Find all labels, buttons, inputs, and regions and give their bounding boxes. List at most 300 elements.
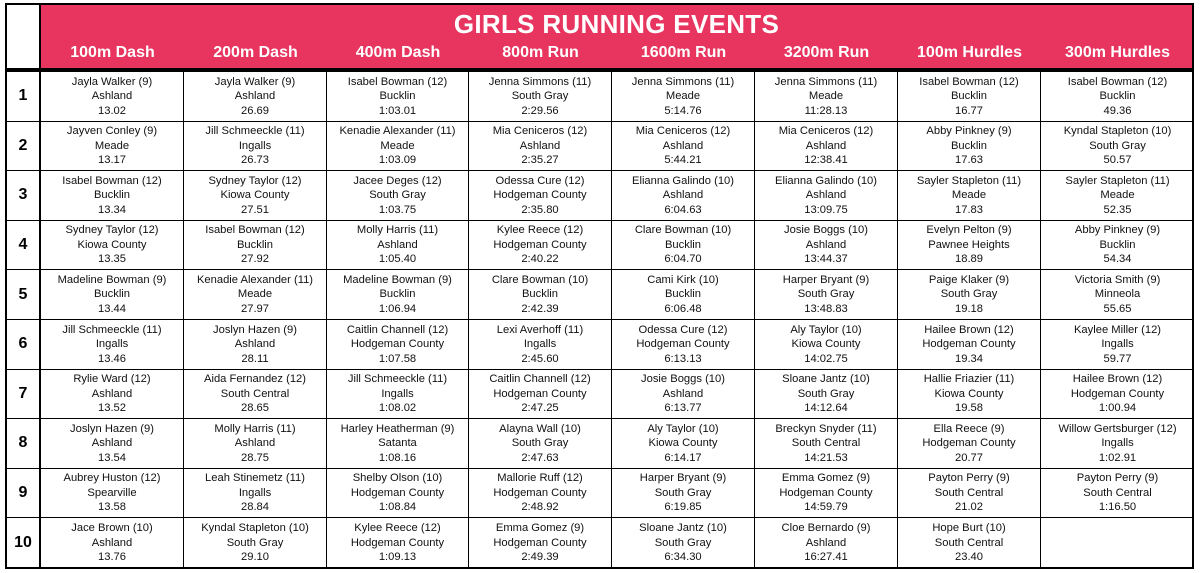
result-cell [612,270,755,320]
result-cell [327,171,469,221]
athlete-school: Kiowa County [220,189,290,202]
result-cell [41,320,184,370]
athlete-mark: 14:21.53 [804,451,848,464]
result-cell [898,72,1041,122]
athlete-name: Victoria Smith (9) [1074,273,1161,286]
athlete-mark: 29.10 [241,551,269,564]
place-label: 6 [7,320,41,370]
athlete-school: Spearville [87,486,137,499]
result-cell [1041,518,1194,568]
athlete-school: Bucklin [93,288,131,301]
athlete-mark: 5:44.21 [664,154,702,167]
result-cell [755,419,898,469]
athlete-mark: 19.34 [955,352,983,365]
athlete-mark: 2:40.22 [521,253,559,266]
athlete-name: Aubrey Huston (12) [63,472,161,485]
athlete-mark: 14:02.75 [804,352,848,365]
result-cell [327,320,469,370]
athlete-name: Jenna Simmons (11) [631,75,735,88]
athlete-mark: 55.65 [1103,302,1132,315]
athlete-school: Ashland [91,437,133,450]
athlete-school: Bucklin [1099,90,1136,103]
athlete-mark: 28.65 [241,402,269,415]
athlete-name: Harley Heatherman (9) [340,422,455,435]
result-cell [755,270,898,320]
athlete-name: Abby Pinkney (9) [1074,224,1161,237]
athlete-name: Sydney Taylor (12) [208,174,302,187]
event-header-2: 200m Dash [213,44,298,61]
athlete-mark: 2:49.39 [521,551,559,564]
athlete-mark: 1:09.13 [378,551,417,564]
athlete-name: Caitlin Channell (12) [346,323,449,336]
result-cell [1041,72,1194,122]
athlete-name: Jacee Deges (12) [353,174,442,187]
athlete-name: Odessa Cure (12) [638,323,728,336]
result-cell [327,518,469,568]
event-header-6: 3200m Run [783,44,870,61]
result-cell [898,221,1041,271]
athlete-school: Ashland [234,90,276,103]
athlete-school: Minneola [1094,288,1141,301]
athlete-name: Odessa Cure (12) [495,174,585,187]
athlete-school: South Central [791,437,861,450]
athlete-mark: 28.84 [241,501,269,514]
athlete-name: Emma Gomez (9) [495,522,585,535]
athlete-mark: 6:34.30 [664,551,702,564]
athlete-mark: 28.75 [241,451,269,464]
athlete-mark: 18.89 [955,253,983,266]
athlete-name: Sydney Taylor (12) [65,224,159,237]
athlete-mark: 1:03.75 [378,203,417,216]
athlete-mark: 13.02 [98,104,126,117]
athlete-school: South Central [934,486,1004,499]
athlete-name: Evelyn Pelton (9) [926,224,1012,237]
athlete-school: South Gray [797,288,855,301]
athlete-school: South Gray [226,536,284,549]
header-banner [41,5,1192,68]
athlete-name: Paige Klaker (9) [928,273,1010,286]
result-cell [327,72,469,122]
athlete-mark: 6:19.85 [664,501,702,514]
athlete-mark: 6:06.48 [664,302,702,315]
athlete-mark: 2:48.92 [521,501,559,514]
athlete-name: Mia Ceniceros (12) [635,125,731,138]
athlete-school: Bucklin [93,189,131,202]
athlete-name: Ella Reece (9) [933,422,1005,435]
athlete-mark: 1:07.58 [378,352,417,365]
athlete-school: Kiowa County [648,437,718,450]
result-cell [327,370,469,420]
athlete-name: Alayna Wall (10) [499,422,581,435]
place-label: 4 [7,221,41,271]
athlete-mark: 27.97 [241,302,269,315]
result-cell [612,320,755,370]
athlete-school: Meade [808,90,844,103]
athlete-mark: 16:27.41 [804,551,848,564]
athlete-mark: 20.77 [955,451,983,464]
result-cell [1041,320,1194,370]
athlete-name: Rylie Ward (12) [73,373,151,386]
athlete-name: Aida Fernandez (12) [204,373,306,386]
result-cell [755,221,898,271]
athlete-mark: 17.83 [955,203,983,216]
result-cell [41,270,184,320]
result-cell [41,221,184,271]
result-cell [755,72,898,122]
athlete-mark: 52.35 [1103,203,1132,216]
result-cell [755,370,898,420]
event-header-5: 1600m Run [640,44,727,61]
athlete-mark: 5:14.76 [664,104,702,117]
athlete-mark: 19.58 [955,402,983,415]
place-label: 8 [7,419,41,469]
athlete-name: Kenadie Alexander (11) [339,125,456,138]
result-cell [327,419,469,469]
athlete-mark: 2:35.80 [521,203,559,216]
athlete-name: Mia Ceniceros (12) [778,125,874,138]
result-cell [612,469,755,519]
athlete-name: Jace Brown (10) [71,522,153,535]
athlete-name: Abby Pinkney (9) [926,125,1012,138]
athlete-name: Isabel Bowman (12) [205,224,305,237]
athlete-mark: 28.11 [241,352,269,365]
athlete-mark: 13.52 [98,402,126,415]
athlete-mark: 14:12.64 [804,402,848,415]
athlete-name: Jenna Simmons (11) [488,75,592,88]
athlete-name: Sloane Jantz (10) [782,373,870,386]
place-label: 5 [7,270,41,320]
athlete-mark: 1:08.16 [378,451,417,464]
athlete-name: Hallie Friazier (11) [923,373,1015,386]
athlete-school: South Gray [654,486,712,499]
athlete-mark: 49.36 [1103,104,1132,117]
athlete-school: Ashland [805,189,847,202]
athlete-name: Payton Perry (9) [928,472,1010,485]
athlete-name: Kyndal Stapleton (10) [1063,125,1172,138]
athlete-school: South Gray [511,90,569,103]
athlete-name: Kylee Reece (12) [496,224,584,237]
result-cell [755,469,898,519]
place-label: 3 [7,171,41,221]
athlete-mark: 2:42.39 [521,302,559,315]
result-cell [755,320,898,370]
athlete-name: Josie Boggs (10) [641,373,725,386]
athlete-school: South Gray [1089,139,1146,152]
result-cell [41,122,184,172]
athlete-mark: 2:45.60 [521,352,559,365]
athlete-school: South Central [220,387,290,400]
athlete-school: Meade [665,90,701,103]
result-cell [1041,221,1194,271]
athlete-name: Hailee Brown (12) [1072,373,1163,386]
result-cell [184,171,327,221]
athlete-school: Hodgeman County [350,536,445,549]
result-cell [898,270,1041,320]
athlete-mark: 21.02 [955,501,983,514]
athlete-school: South Gray [511,437,569,450]
athlete-name: Willow Gertsburger (12) [1058,422,1177,435]
result-cell [41,370,184,420]
result-cell [184,270,327,320]
athlete-school: Bucklin [664,238,702,251]
athlete-name: Elianna Galindo (10) [632,174,734,187]
athlete-mark: 13:44.37 [804,253,848,266]
athlete-mark: 6:04.70 [664,253,702,266]
result-cell [469,419,612,469]
athlete-mark: 17.63 [955,154,983,167]
athlete-name: Jenna Simmons (11) [774,75,878,88]
athlete-mark: 1:03.09 [378,154,417,167]
athlete-school: South Gray [369,189,426,202]
result-cell [184,122,327,172]
athlete-mark: 27.92 [241,253,269,266]
athlete-name: Jayla Walker (9) [214,75,296,88]
result-cell [469,469,612,519]
athlete-school: Hodgeman County [1070,387,1165,400]
event-header-3: 400m Dash [355,44,441,61]
result-cell [327,122,469,172]
athlete-name: Hope Burt (10) [932,522,1006,535]
result-cell [327,221,469,271]
athlete-name: Jayla Walker (9) [71,75,153,88]
athlete-mark: 50.57 [1103,154,1132,167]
athlete-mark: 2:35.27 [521,154,559,167]
athlete-mark: 27.51 [241,203,269,216]
result-cell [469,518,612,568]
athlete-mark: 6:14.17 [664,451,702,464]
athlete-school: Ashland [662,139,704,152]
athlete-school: South Gray [797,387,855,400]
athlete-name: Jill Schmeeckle (11) [205,125,305,138]
athlete-school: Ashland [805,238,847,251]
result-cell [755,518,898,568]
result-cell [327,270,469,320]
athlete-school: Ashland [662,189,704,202]
athlete-name: Jayven Conley (9) [66,125,158,138]
place-label: 10 [7,518,41,568]
athlete-school: South Gray [940,288,998,301]
athlete-name: Isabel Bowman (12) [1067,75,1168,88]
result-cell [469,122,612,172]
athlete-name: Aly Taylor (10) [790,323,862,336]
athlete-school: Meade [237,288,273,301]
athlete-name: Molly Harris (11) [214,422,296,435]
result-cell [41,171,184,221]
athlete-school: Hodgeman County [350,486,445,499]
athlete-name: Aly Taylor (10) [647,422,719,435]
athlete-name: Leah Stinemetz (11) [205,472,305,485]
result-cell [469,270,612,320]
athlete-school: Ashland [91,90,133,103]
athlete-school: Hodgeman County [493,189,587,202]
athlete-school: Hodgeman County [493,486,587,499]
result-cell [41,72,184,122]
result-cell [612,72,755,122]
athlete-name: Joslyn Hazen (9) [70,422,154,435]
result-cell [469,221,612,271]
athlete-school: Satanta [378,437,417,450]
athlete-name: Kenadie Alexander (11) [196,273,314,286]
athlete-school: Ashland [91,387,133,400]
athlete-name: Sayler Stapleton (11) [916,174,1022,187]
athlete-school: Ashland [234,338,276,351]
athlete-school: Ingalls [523,338,557,351]
athlete-name: Harper Bryant (9) [639,472,727,485]
athlete-name: Emma Gomez (9) [781,472,871,485]
athlete-name: Shelby Olson (10) [352,472,443,485]
athlete-school: Ingalls [95,338,129,351]
result-cell [612,171,755,221]
athlete-school: Hodgeman County [350,338,445,351]
athlete-mark: 16.77 [955,104,983,117]
result-cell [469,72,612,122]
athlete-school: Ashland [662,387,704,400]
athlete-name: Mallorie Ruff (12) [497,472,583,485]
page-title: GIRLS RUNNING EVENTS [453,9,780,39]
result-cell [612,122,755,172]
athlete-school: Hodgeman County [636,338,730,351]
result-cell [1041,419,1194,469]
athlete-school: Ashland [805,139,847,152]
athlete-school: Hodgeman County [493,536,587,549]
athlete-school: Bucklin [1099,238,1136,251]
result-cell [469,370,612,420]
result-cell [469,171,612,221]
athlete-school: Kiowa County [934,387,1004,400]
athlete-name: Mia Ceniceros (12) [492,125,588,138]
athlete-school: South Central [934,536,1004,549]
athlete-mark: 13:09.75 [804,203,848,216]
athlete-name: Caitlin Channell (12) [489,373,591,386]
athlete-mark: 1:16.50 [1098,501,1137,514]
athlete-mark: 6:13.77 [664,402,702,415]
athlete-school: Hodgeman County [922,437,1016,450]
result-cell [1041,370,1194,420]
result-cell [184,518,327,568]
result-cell [612,370,755,420]
athlete-name: Lexi Averhoff (11) [496,323,584,336]
athlete-mark: 1:08.02 [378,402,417,415]
athlete-school: Ashland [519,139,561,152]
athlete-mark: 13.34 [98,203,126,216]
results-grid [7,72,1192,567]
event-header-row [41,41,1192,68]
athlete-school: Ashland [377,238,418,251]
athlete-name: Kaylee Miller (12) [1073,323,1162,336]
athlete-school: South Gray [654,536,712,549]
athlete-school: Hodgeman County [922,338,1016,351]
athlete-mark: 1:08.84 [378,501,417,514]
athlete-mark: 6:04.63 [664,203,702,216]
athlete-name: Clare Bowman (10) [491,273,589,286]
athlete-name: Harper Bryant (9) [782,273,870,286]
result-cell [184,419,327,469]
athlete-mark: 2:47.63 [521,451,559,464]
place-label: 7 [7,370,41,420]
place-label: 1 [7,72,41,122]
result-cell [612,419,755,469]
result-cell [184,221,327,271]
athlete-school: Ashland [91,536,133,549]
athlete-mark: 13.76 [98,551,126,564]
event-header-4: 800m Run [502,44,579,61]
results-sheet [5,3,1194,569]
athlete-name: Elianna Galindo (10) [775,174,877,187]
athlete-name: Jill Schmeeckle (11) [347,373,448,386]
athlete-name: Isabel Bowman (12) [919,75,1019,88]
athlete-mark: 13.17 [98,154,126,167]
athlete-mark: 1:02.91 [1098,451,1137,464]
athlete-mark: 12:38.41 [804,154,848,167]
result-cell [1041,270,1194,320]
athlete-mark: 13.58 [98,501,126,514]
event-header-1: 100m Dash [70,44,155,61]
result-cell [1041,122,1194,172]
place-label: 2 [7,122,41,172]
result-cell [898,122,1041,172]
result-cell [1041,171,1194,221]
result-cell [898,370,1041,420]
athlete-name: Sayler Stapleton (11) [1065,174,1170,187]
athlete-mark: 6:13.13 [664,352,702,365]
athlete-mark: 14:59.79 [804,501,848,514]
result-cell [898,518,1041,568]
athlete-school: South Central [1083,486,1152,499]
athlete-school: Pawnee Heights [928,238,1010,251]
athlete-school: Bucklin [664,288,702,301]
athlete-school: Ingalls [1101,338,1134,351]
result-cell [327,469,469,519]
athlete-mark: 19.18 [955,302,983,315]
athlete-mark: 13.54 [98,451,126,464]
athlete-school: Ashland [234,437,276,450]
athlete-mark: 2:29.56 [521,104,559,117]
result-cell [184,370,327,420]
athlete-name: Isabel Bowman (12) [347,75,448,88]
athlete-mark: 1:00.94 [1098,402,1137,415]
athlete-name: Cami Kirk (10) [647,273,719,286]
athlete-mark: 13.35 [98,253,126,266]
athlete-mark: 13:48.83 [804,302,848,315]
athlete-school: Bucklin [950,90,988,103]
place-label: 9 [7,469,41,519]
athlete-name: Hailee Brown (12) [924,323,1014,336]
result-cell [898,320,1041,370]
result-cell [612,518,755,568]
athlete-school: Ingalls [238,486,272,499]
athlete-school: Bucklin [379,90,416,103]
athlete-mark: 26.73 [241,154,269,167]
athlete-name: Josie Boggs (10) [784,224,868,237]
athlete-school: Meade [94,139,130,152]
athlete-school: Ingalls [381,387,414,400]
athlete-mark: 11:28.13 [804,104,848,117]
athlete-school: Bucklin [236,238,274,251]
result-cell [755,122,898,172]
corner-cell [7,5,41,68]
result-cell [184,320,327,370]
athlete-name: Jill Schmeeckle (11) [62,323,162,336]
athlete-mark: 26.69 [241,104,269,117]
result-cell [469,320,612,370]
athlete-mark: 59.77 [1103,352,1132,365]
athlete-school: Bucklin [950,139,988,152]
athlete-name: Madeline Bowman (9) [57,273,167,286]
athlete-name: Sloane Jantz (10) [639,522,727,535]
result-cell [898,171,1041,221]
athlete-school: Kiowa County [791,338,861,351]
athlete-school: Meade [1100,189,1135,202]
